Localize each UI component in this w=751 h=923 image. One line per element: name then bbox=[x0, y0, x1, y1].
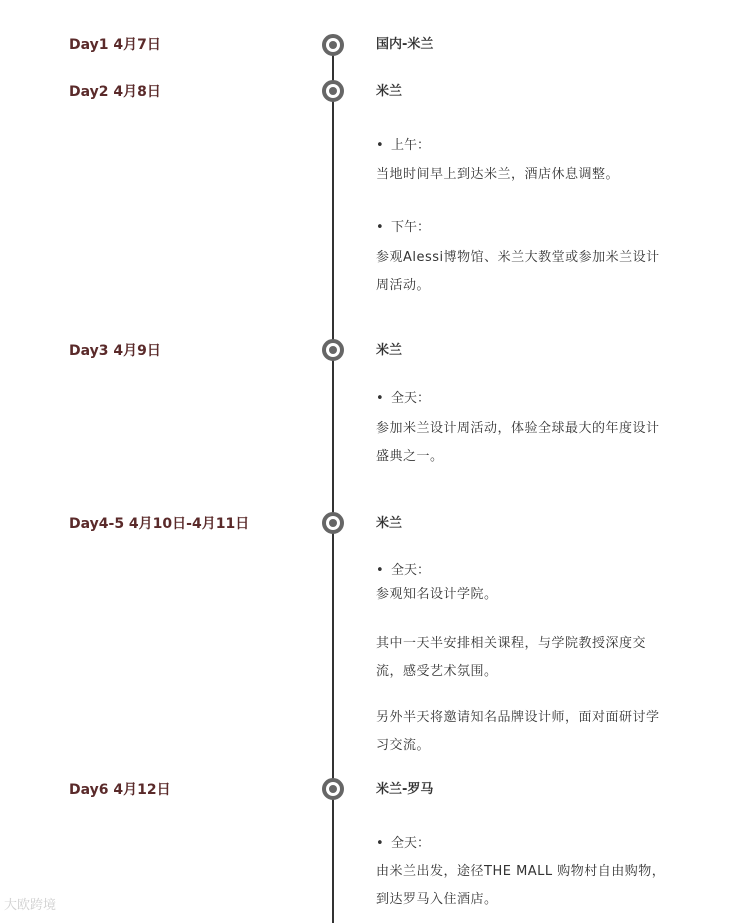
location-title: 米兰 bbox=[376, 343, 403, 358]
description: 参观知名设计学院。 bbox=[376, 587, 498, 602]
bullet-icon: • bbox=[376, 391, 384, 406]
watermark: 大欧跨境 bbox=[4, 898, 57, 913]
day-label: Day2 4月8日 bbox=[69, 84, 161, 100]
location-title: 米兰-罗马 bbox=[376, 782, 434, 797]
period-label: • 全天： bbox=[376, 561, 430, 581]
timeline-node bbox=[322, 34, 344, 56]
timeline-node bbox=[322, 778, 344, 800]
location-title: 国内-米兰 bbox=[376, 37, 434, 52]
description: 当地时间早上到达米兰，酒店休息调整。 bbox=[376, 167, 620, 182]
timeline-node bbox=[322, 339, 344, 361]
timeline-node bbox=[322, 512, 344, 534]
location-title: 米兰 bbox=[376, 516, 403, 531]
description: 参观Alessi博物馆、米兰大教堂或参加米兰设计 周活动。 bbox=[376, 250, 660, 293]
timeline-node bbox=[322, 80, 344, 102]
period-label: • 下午： bbox=[376, 218, 430, 238]
bullet-icon: • bbox=[376, 836, 384, 851]
bullet-icon: • bbox=[376, 563, 384, 578]
period-label: • 全天： bbox=[376, 389, 430, 409]
day-label: Day3 4月9日 bbox=[69, 343, 161, 359]
location-title: 米兰 bbox=[376, 84, 403, 99]
day-label: Day6 4月12日 bbox=[69, 782, 171, 798]
bullet-icon: • bbox=[376, 138, 384, 153]
day-label: Day4-5 4月10日-4月11日 bbox=[69, 516, 250, 532]
period-label: • 上午： bbox=[376, 136, 430, 156]
description: 其中一天半安排相关课程，与学院教授深度交 流，感受艺术氛围。 bbox=[376, 636, 647, 679]
day-label: Day1 4月7日 bbox=[69, 37, 161, 53]
description: 由米兰出发，途径THE MALL 购物村自由购物， 到达罗马入住酒店。 bbox=[376, 864, 666, 907]
description: 参加米兰设计周活动，体验全球最大的年度设计 盛典之一。 bbox=[376, 421, 660, 464]
bullet-icon: • bbox=[376, 220, 384, 235]
description: 另外半天将邀请知名品牌设计师，面对面研讨学 习交流。 bbox=[376, 710, 660, 753]
period-label: • 全天： bbox=[376, 834, 430, 854]
